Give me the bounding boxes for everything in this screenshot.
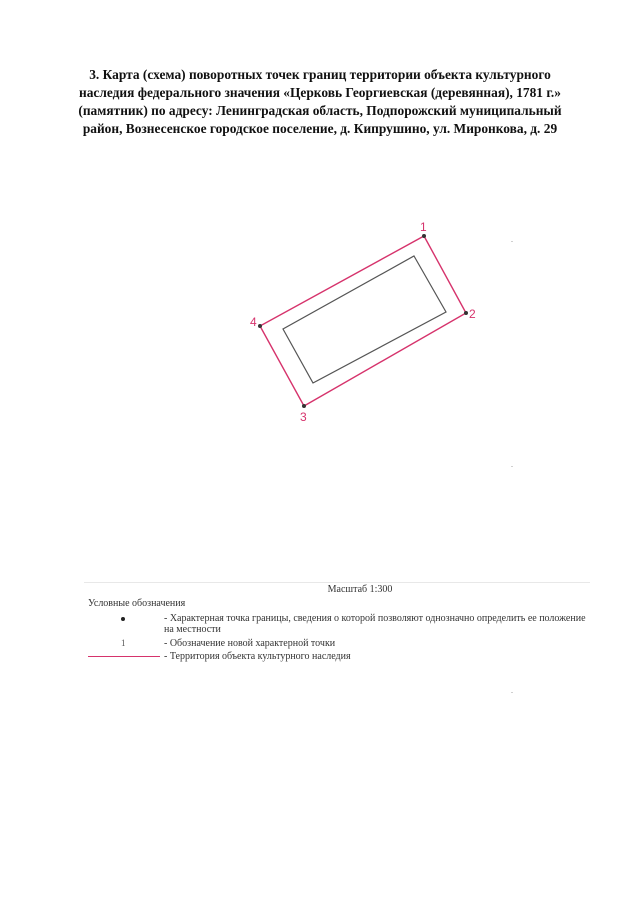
boundary-point-2 — [464, 311, 468, 315]
legend-text-point: - Характерная точка границы, сведения о которой позволяют однозначно определить ее положение на местности — [164, 613, 586, 635]
scan-speck — [511, 241, 513, 242]
legend-text-territory: - Территория объекта культурного наследия — [164, 651, 351, 662]
church-building-outline — [283, 256, 446, 383]
legend-text-number: - Обозначение новой характерной точки — [164, 638, 336, 649]
point-label-1: 1 — [420, 220, 427, 234]
title-line-2: наследия федерального значения «Церковь Георгиевская (деревянная), 1781 г.» — [79, 85, 561, 100]
point-number-icon: 1 — [121, 638, 126, 648]
title-line-1: 3. Карта (схема) поворотных точек границ территории объекта культурного — [89, 67, 551, 82]
boundary-point-1 — [422, 234, 426, 238]
point-label-4: 4 — [250, 315, 257, 329]
point-label-2: 2 — [469, 307, 476, 321]
legend-symbol-point — [88, 613, 168, 624]
title-line-3: (памятник) по адресу: Ленинградская область, Подпорожский муниципальный — [78, 103, 562, 118]
heritage-territory-boundary — [260, 236, 466, 406]
scale-label: Масштаб 1:300 — [327, 584, 393, 595]
legend-symbol-territory — [88, 651, 168, 662]
point-dot-icon — [121, 617, 125, 621]
legend-symbol-number — [88, 638, 168, 649]
territory-line-icon — [88, 656, 160, 657]
scan-speck — [511, 692, 513, 693]
boundary-point-3 — [302, 404, 306, 408]
scale-divider — [84, 582, 590, 583]
legend-heading: Условные обозначения — [88, 598, 186, 609]
point-label-3: 3 — [300, 410, 307, 424]
boundary-point-4 — [258, 324, 262, 328]
title-line-4: район, Вознесенское городское поселение, д. Кипрушино, ул. Миронкова, д. 29 — [82, 121, 558, 136]
scan-speck — [511, 466, 513, 467]
